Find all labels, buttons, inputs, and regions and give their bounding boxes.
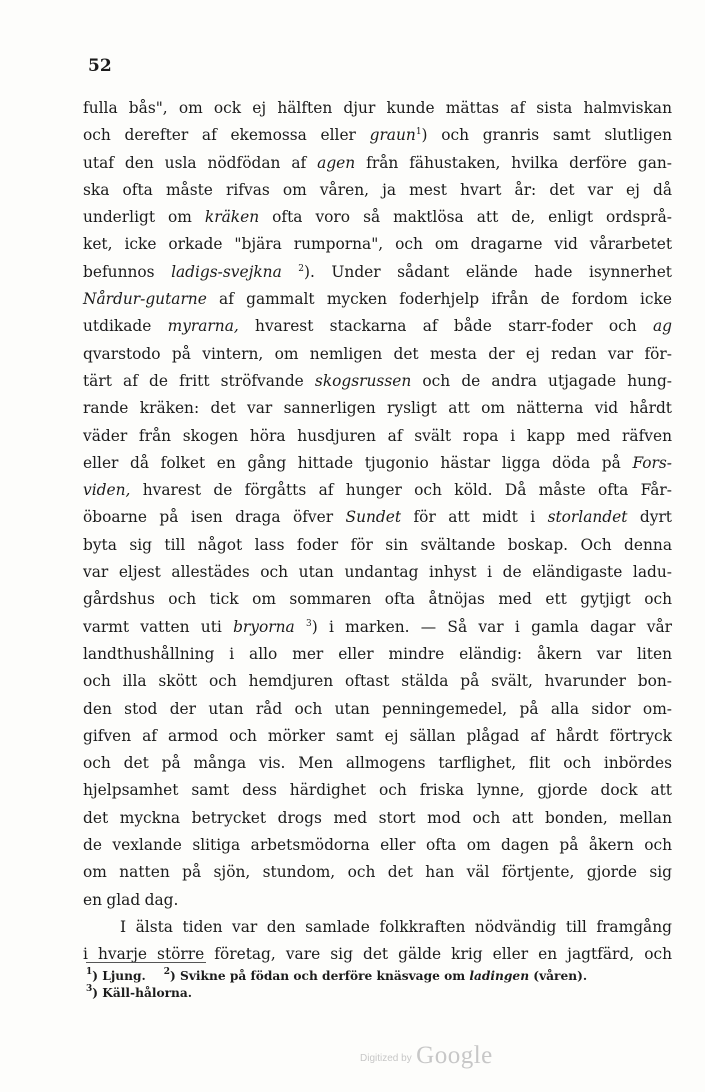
text-line: en glad dag.	[83, 890, 179, 909]
text-line: qvarstodo på vintern, om nemligen det mesta der ej redan var för-	[83, 344, 672, 363]
text-line: och derefter af ekemossa eller graun$^1$) och granris samt slutligen	[83, 126, 672, 145]
text-line: viden, hvarest de förgåtts af hunger och köld. Då måste ofta Får-	[83, 481, 672, 500]
footnote-3: $^3$) Käll-hålorna.	[86, 984, 193, 1000]
text-line: fulla bås", om ock ej hälften djur kunde mättas af sista halmviskan	[83, 99, 672, 117]
text-line: gårdshus och tick om sommaren ofta åtnöjas med ett gytjigt och	[83, 590, 672, 609]
text-line: underligt om kräken ofta voro så maktlösa att de, enligt ordsprå-	[83, 208, 672, 227]
text-line: de vexlande slitiga arbetsmödorna eller ofta om dagen på åkern och	[83, 836, 672, 855]
text-line: i hvarje större företag, vare sig det gälde krig eller en jagtfärd, och	[83, 945, 672, 964]
text-line: och illa skött och hemdjuren oftast stälda på svält, hvarunder bon-	[83, 672, 672, 691]
text-line: I älsta tiden var den samlade folkkraften nödvändig till framgång	[120, 917, 672, 936]
text-line: ska ofta måste rifvas om våren, ja mest hvart år: det var ej då	[83, 180, 672, 199]
text-line: hjelpsamhet samt dess härdighet och friska lynne, gjorde dock att	[83, 781, 672, 800]
digitized-watermark	[360, 1042, 493, 1070]
text-line: tärt af de fritt ströfvande skogsrussen och de andra utjagade hung-	[83, 371, 672, 390]
text-line: var eljest allestädes och utan undantag inhyst i de eländigaste ladu-	[83, 563, 672, 582]
footnotes	[86, 968, 646, 1002]
footnote-row	[86, 968, 646, 985]
text-line: befunnos ladigs-svejkna $^2$). Under sådant elände hade isynnerhet	[83, 262, 672, 281]
footnote-2: $^2$) Svikne på födan och derföre knäsvage om ladingen (våren).	[163, 967, 588, 983]
text-line: byta sig till något lass foder för sin svältande boskap. Och denna	[83, 535, 672, 554]
text-line: landthushållning i allo mer eller mindre eländig: åkern var liten	[83, 644, 672, 663]
text-line: den stod der utan råd och utan penningemedel, på alla sidor om-	[83, 699, 672, 718]
text-line: om natten på sjön, stundom, och det han väl förtjente, gjorde sig	[83, 863, 672, 882]
text-line: gifven af armod och mörker samt ej sällan plågad af hårdt förtryck	[83, 726, 672, 745]
footnote-divider	[86, 962, 206, 963]
watermark-prefix: Digitized by	[360, 1053, 412, 1064]
text-line: utaf den usla nödfödan af agen från fähustaken, hvilka derföre gan-	[83, 153, 672, 172]
text-line: ket, icke orkade "bjära rumporna", och om dragarne vid vårarbetet	[83, 235, 672, 254]
text-line: väder från skogen höra husdjuren af svält ropa i kapp med räfven	[83, 426, 672, 445]
text-line: öboarne på isen draga öfver Sundet för att midt i storlandet dyrt	[83, 508, 672, 527]
body-text	[83, 95, 672, 969]
text-line: varmt vatten uti bryorna $^3$) i marken. — Så var i gamla dagar vår	[83, 617, 672, 636]
text-line: eller då folket en gång hittade tjugonio hästar ligga döda på Fors-	[83, 453, 672, 472]
text-line: utdikade myrarna, hvarest stackarna af både starr-foder och ag	[83, 317, 672, 336]
footnote-1: $^1$) Ljung.	[86, 967, 146, 983]
text-line: rande kräken: det var sannerligen rysligt att om nätterna vid hårdt	[83, 399, 672, 418]
page-number: 52	[88, 56, 112, 76]
text-line: det myckna betrycket drogs med stort mod och att bonden, mellan	[83, 808, 672, 827]
text-line: Nårdur-gutarne af gammalt mycken foderhjelp ifrån de fordom icke	[83, 290, 672, 309]
google-logo: Google	[416, 1042, 493, 1069]
text-line: och det på många vis. Men allmogens tarflighet, flit och inbördes	[83, 754, 672, 773]
